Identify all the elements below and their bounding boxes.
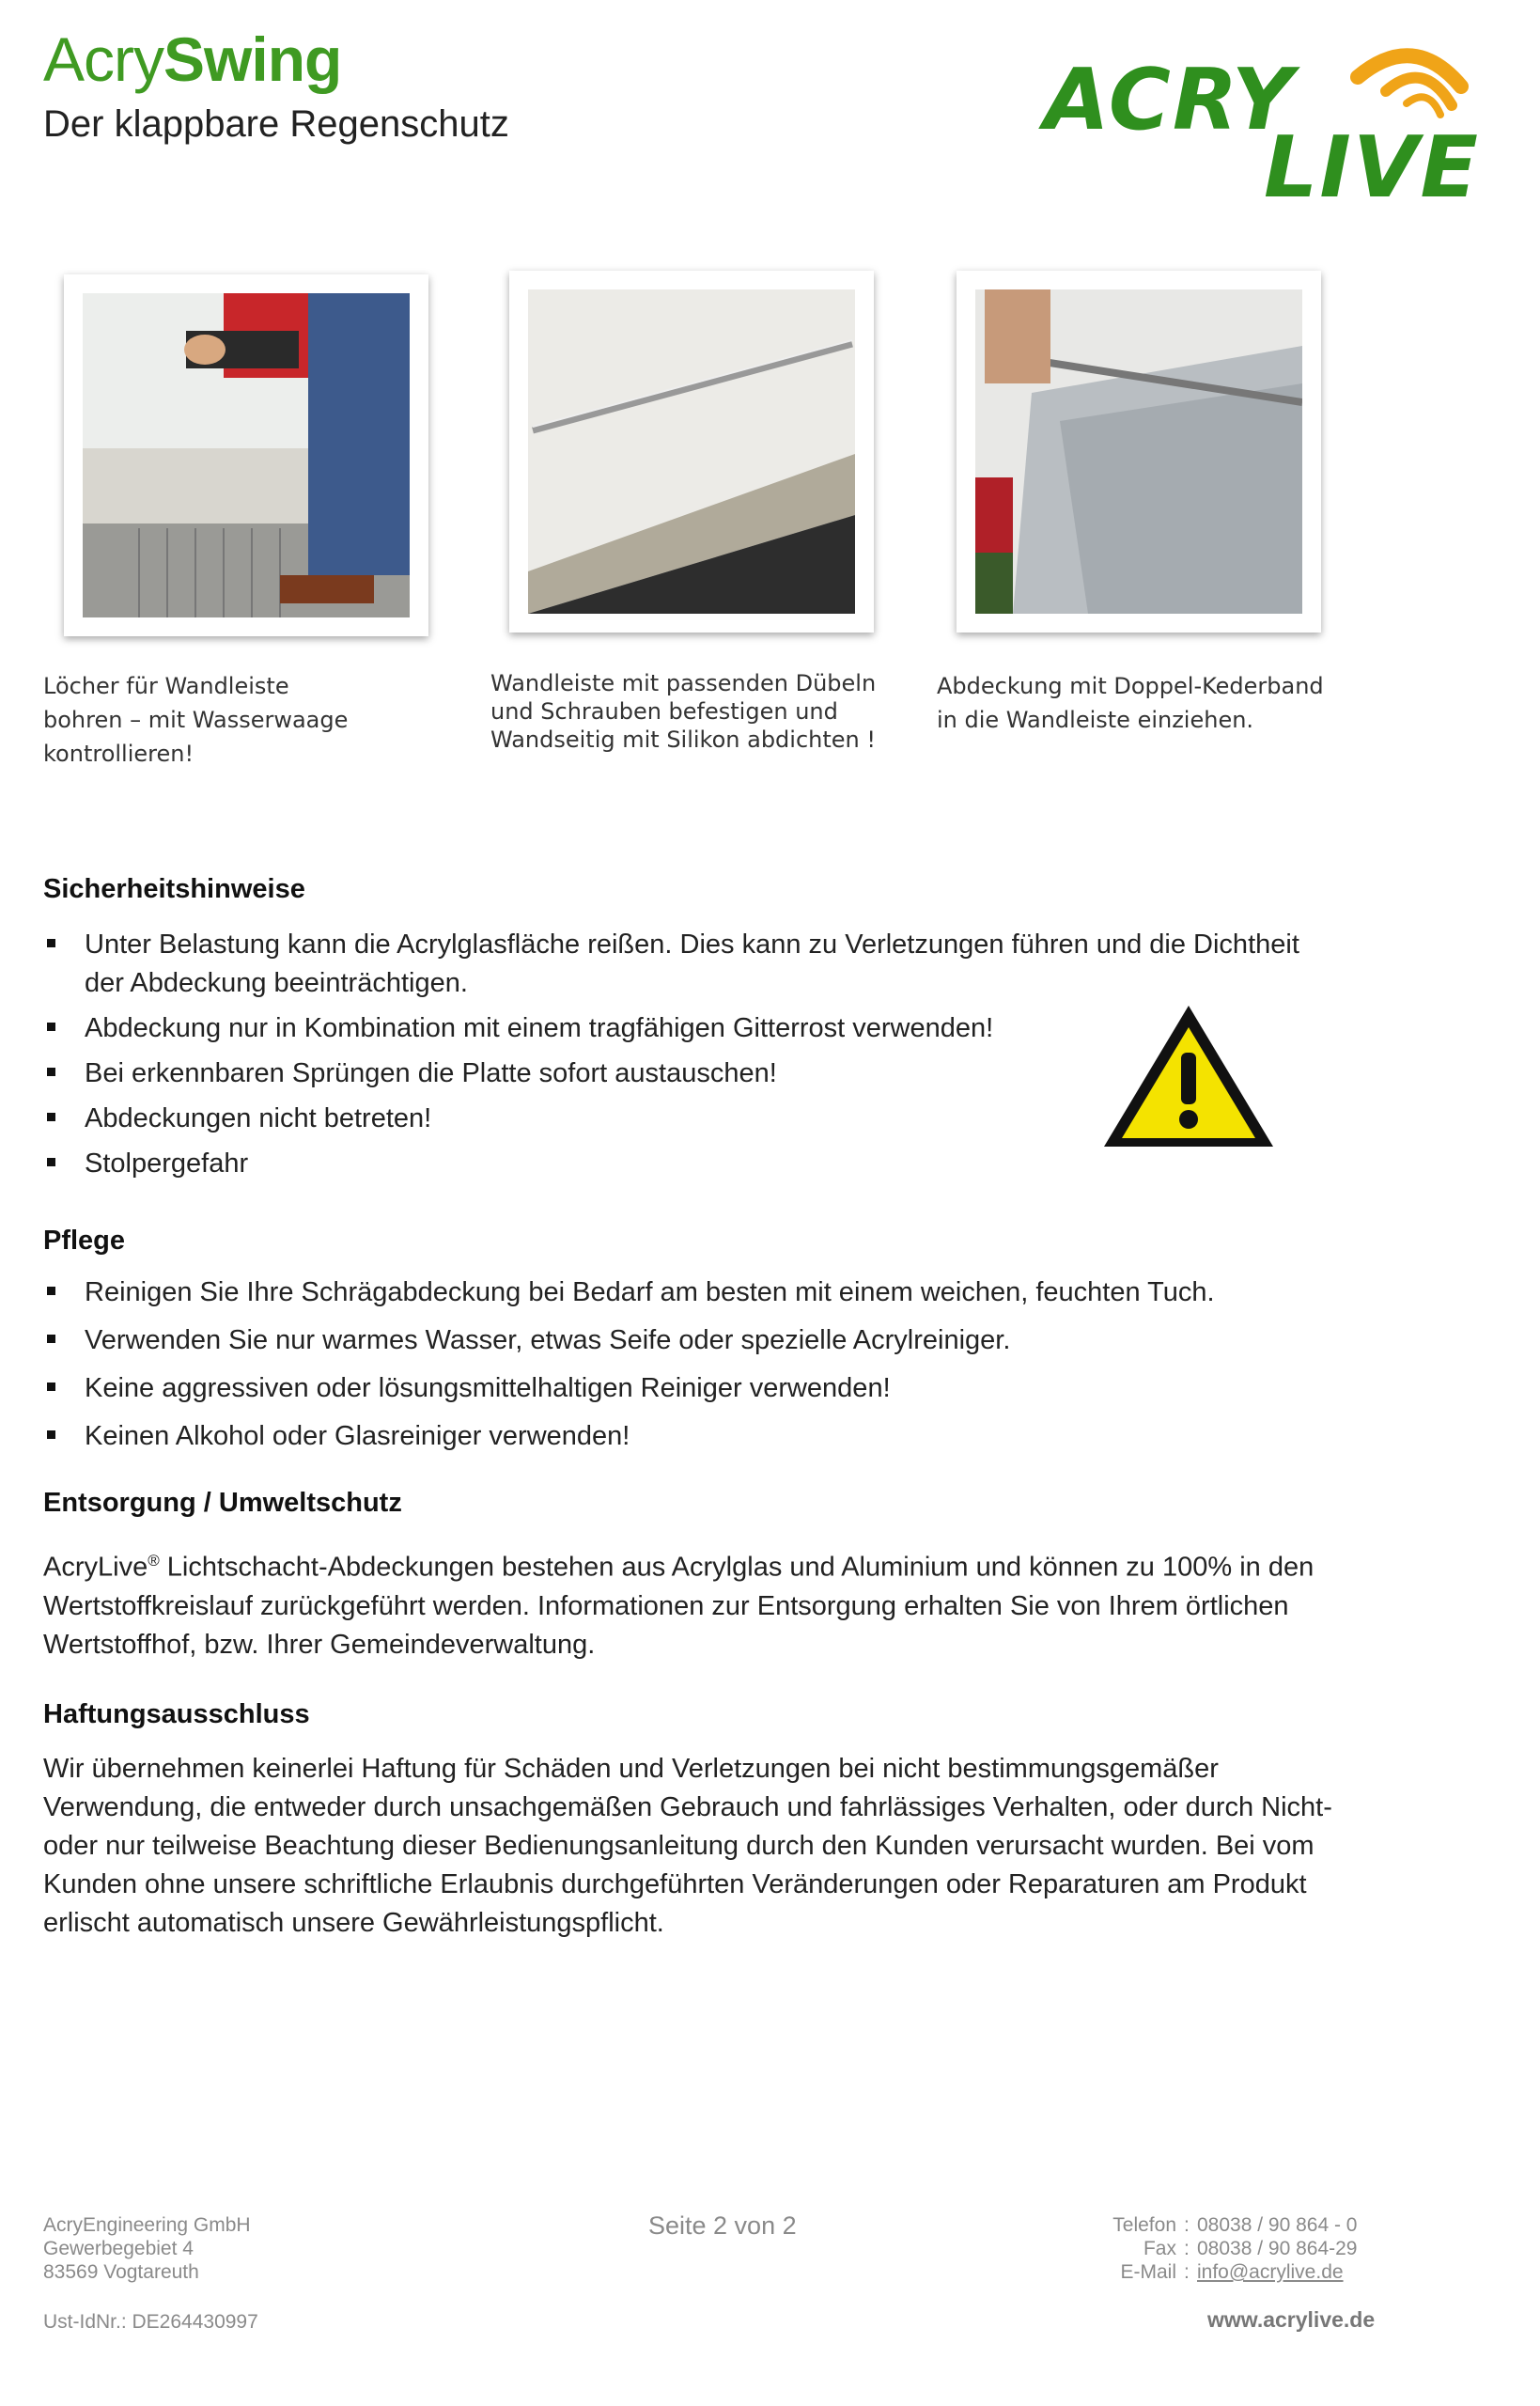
email-link[interactable]: info@acrylive.de: [1197, 2261, 1344, 2283]
list-item: Reinigen Sie Ihre Schrägabdeckung bei Bedarf am besten mit einem weichen, feuchten Tuch.: [43, 1273, 1453, 1312]
warning-triangle-icon: [1099, 1001, 1278, 1151]
footer-address: [43, 2213, 251, 2284]
contact-fax: [1099, 2237, 1357, 2260]
product-subtitle: Der klappbare Regenschutz: [43, 103, 509, 145]
list-item: Bei erkennbaren Sprüngen die Platte sofort austauschen!: [43, 1055, 1340, 1093]
list-item: Stolpergefahr: [43, 1145, 1340, 1183]
step-photo-cover: [957, 271, 1321, 633]
disposal-text: [43, 1541, 1387, 1664]
phone-sep: :: [1184, 2214, 1190, 2236]
disposal-heading: Entsorgung / Umweltschutz: [43, 1488, 402, 1518]
company-city: 83569 Vogtareuth: [43, 2261, 199, 2283]
email-label: E-Mail: [1120, 2261, 1176, 2283]
page-number: Seite 2 von 2: [648, 2211, 797, 2240]
website-link[interactable]: www.acrylive.de: [1207, 2307, 1376, 2332]
fax-sep: :: [1184, 2238, 1190, 2259]
step-photo-drilling: [64, 274, 428, 636]
list-item: Keinen Alkohol oder Glasreiniger verwenden!: [43, 1417, 1453, 1456]
step-caption-1: Löcher für Wandleiste bohren – mit Wasserwaage kontrollieren!: [43, 673, 349, 767]
liability-heading: Haftungsausschluss: [43, 1699, 310, 1729]
disposal-brand: AcryLive: [43, 1552, 148, 1583]
liability-text: Wir übernehmen keinerlei Haftung für Schäden und Verletzungen bei nicht bestimmungsgemäßer Verwendung, die entweder durch unsachgemäßen Gebrauch und fahrlässiges Verhalten, oder durch Nicht- oder nur teilweise Beachtung dieser Bedienungsanleitung durch den Kunden verursacht wurden. Bei vom Kunden ohne unsere schriftliche Erlaubnis durchgeführten Veränderungen oder Reparaturen am Produkt erlischt automatisch unsere Gewährleistungspflicht.: [43, 1754, 1332, 1938]
disposal-body: Lichtschacht-Abdeckungen bestehen aus Acrylglas und Aluminium und können zu 100% in den Wertstoffkreislauf zurückgeführt werden. Informationen zur Entsorgung erhalten Sie von Ihrem örtlichen Wertstoffhof, bzw. Ihrer Gemeindeverwaltung.: [43, 1552, 1314, 1660]
product-name-light: Acry: [43, 24, 163, 94]
product-name: [43, 24, 509, 94]
acrylive-logo: [1038, 21, 1508, 217]
step-caption-2: Wandleiste mit passenden Dübeln und Schrauben befestigen und Wandseitig mit Silikon abdichten !: [490, 670, 877, 753]
phone-label: Telefon: [1112, 2214, 1176, 2236]
list-item: Abdeckungen nicht betreten!: [43, 1100, 1340, 1138]
product-name-bold: Swing: [163, 24, 342, 94]
phone-value: 08038 / 90 864 - 0: [1197, 2214, 1358, 2236]
logo-text-live: LIVE: [1264, 118, 1480, 217]
list-item: Unter Belastung kann die Acrylglasfläche reißen. Dies kann zu Verletzungen führen und die Dichtheit der Abdeckung beeinträchtigen.: [43, 926, 1302, 1003]
step-photo-rail: [509, 271, 874, 633]
fax-value: 08038 / 90 864-29: [1197, 2238, 1358, 2259]
logo-text-acry: ACRY: [1044, 51, 1296, 149]
company-street: Gewerbegebiet 4: [43, 2238, 194, 2259]
step-caption-3: Abdeckung mit Doppel-Kederband in die Wandleiste einziehen.: [937, 673, 1324, 733]
list-item: Abdeckung nur in Kombination mit einem tragfähigen Gitterrost verwenden!: [43, 1009, 1340, 1048]
list-item: Keine aggressiven oder lösungsmittelhaltigen Reiniger verwenden!: [43, 1369, 1453, 1408]
footer-contact: [1099, 2213, 1357, 2284]
fax-label: Fax: [1143, 2238, 1176, 2259]
brand-header: [43, 24, 509, 146]
email-sep: :: [1184, 2261, 1190, 2283]
company-name: AcryEngineering GmbH: [43, 2214, 251, 2236]
contact-email: [1099, 2260, 1357, 2284]
contact-phone: [1099, 2213, 1357, 2237]
footer-vat: Ust-IdNr.: DE264430997: [43, 2311, 258, 2333]
care-list: [43, 1273, 1453, 1456]
registered-mark: ®: [148, 1552, 160, 1570]
care-heading: Pflege: [43, 1226, 126, 1256]
safety-heading: Sicherheitshinweise: [43, 874, 305, 904]
list-item: Verwenden Sie nur warmes Wasser, etwas Seife oder spezielle Acrylreiniger.: [43, 1321, 1453, 1360]
